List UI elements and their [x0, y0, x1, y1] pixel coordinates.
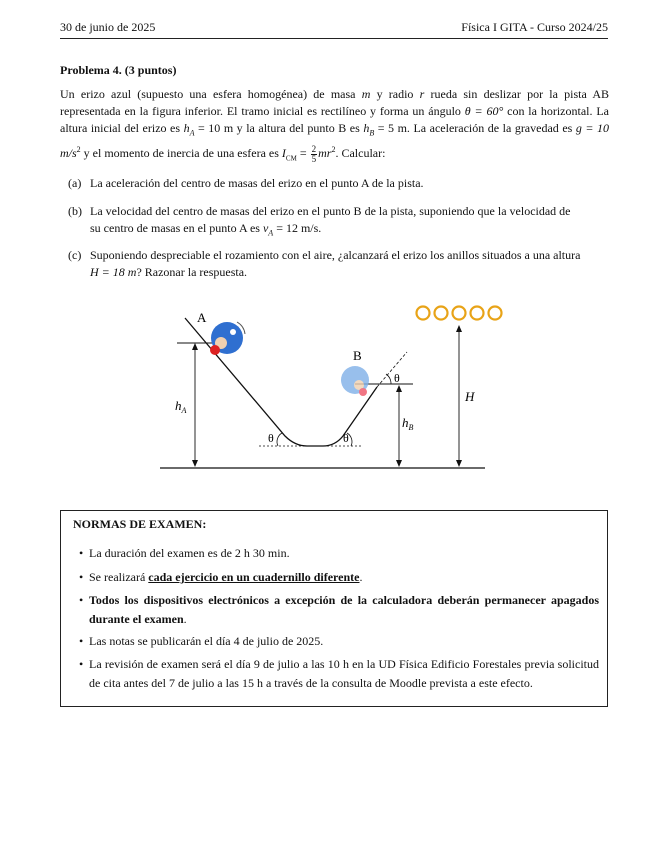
hedgehog-A-icon [210, 322, 245, 355]
ring-icon [471, 307, 484, 320]
label-theta-right: θ [343, 431, 349, 445]
hB-arrow-head-top [396, 385, 402, 392]
question-b [68, 203, 609, 241]
question-label: (b) [68, 204, 82, 218]
hB-arrow-head-bottom [396, 460, 402, 467]
H-arrow-head-top [456, 325, 462, 332]
track-extension [377, 352, 407, 387]
ring-icon [417, 307, 430, 320]
rule-item: • Se realizará cada ejercicio en un cuadernillo diferente. [79, 570, 363, 584]
header-date: 30 de junio de 2025 [60, 20, 156, 34]
rule-item: • La duración del examen es de 2 h 30 min. [79, 546, 290, 560]
question-a [68, 175, 609, 192]
gravity-equation: g = 10 m/s [60, 121, 609, 161]
label-theta-left: θ [268, 431, 274, 445]
question-label: (a) [68, 176, 82, 190]
rule-item: • Las notas se publicarán el día 4 de julio de 2025. [79, 634, 324, 648]
rule-item: • La revisión de examen será el día 9 de julio a las 10 h en la UD Física Edificio Forestales previa solicitud de cita antes del 7 de julio a las 15 h a través de la consulta de Moodle prevista a este efecto. [79, 657, 599, 690]
question-label: (c) [68, 248, 82, 262]
rings-group [417, 307, 502, 320]
exam-rules-box [60, 510, 608, 707]
rules-title: NORMAS DE EXAMEN: [73, 517, 207, 531]
question-text: La aceleración del centro de masas del erizo en el punto A de la pista. [90, 176, 424, 190]
label-theta-B: θ [394, 371, 400, 385]
angle-arc-left [277, 433, 282, 446]
label-H: H [465, 389, 475, 404]
label-hB: $h_B$ [402, 415, 414, 432]
question-text: La velocidad del centro de masas del erizo en el punto B de la pista, suponiendo que la velocidad de su centro de masas en el punto A es $v_A = 12$ m/s. [90, 204, 571, 238]
hedgehog-B-icon [341, 366, 369, 396]
header-rule [60, 38, 608, 39]
ring-icon [489, 307, 502, 320]
ring-icon [453, 307, 466, 320]
hA-arrow-head-bottom [192, 460, 198, 467]
label-hA: $h_A$ [175, 398, 187, 415]
fraction-two-fifths: $\frac{2}{5}$ [311, 144, 317, 165]
label-B: B [353, 348, 362, 363]
hA-arrow-head-top [192, 343, 198, 350]
question-text: Suponiendo despreciable el rozamiento con el aire, ¿alcanzará el erizo los anillos situados a una altura H = 18 m? Razonar la respuesta. [90, 248, 581, 279]
page-header [60, 20, 608, 36]
problem-title: Problema 4. (3 puntos) [60, 63, 177, 77]
H-arrow-head-bottom [456, 460, 462, 467]
rule-item: • Todos los dispositivos electrónicos a excepción de la calculadora deberán permanecer apagados durante el examen. [79, 593, 599, 626]
ring-icon [435, 307, 448, 320]
header-course: Física I GITA - Curso 2024/25 [461, 20, 608, 34]
theta-equation: θ = 60° [464, 104, 504, 118]
label-A: A [197, 310, 207, 325]
question-c [68, 247, 609, 281]
track-figure [155, 300, 515, 475]
problem-statement: Un erizo azul (supuesto una esfera homogénea) de masa m y radio r rueda sin deslizar por la pista AB representada en la figura inferior. El tramo inicial es rectilíneo y forma un ángulo θ = 60° con la horizontal. La altura inicial del erizo es $h_A = 10$ m y la altura del punto B es $h_B = 5$ m. La aceleración de la gravedad es g = 10 $m/s^2$ y el momento de inercia de una esfera es $I_{CM}$ = $\frac{2}{5}$ $mr^2$. Calcular: [60, 87, 610, 165]
